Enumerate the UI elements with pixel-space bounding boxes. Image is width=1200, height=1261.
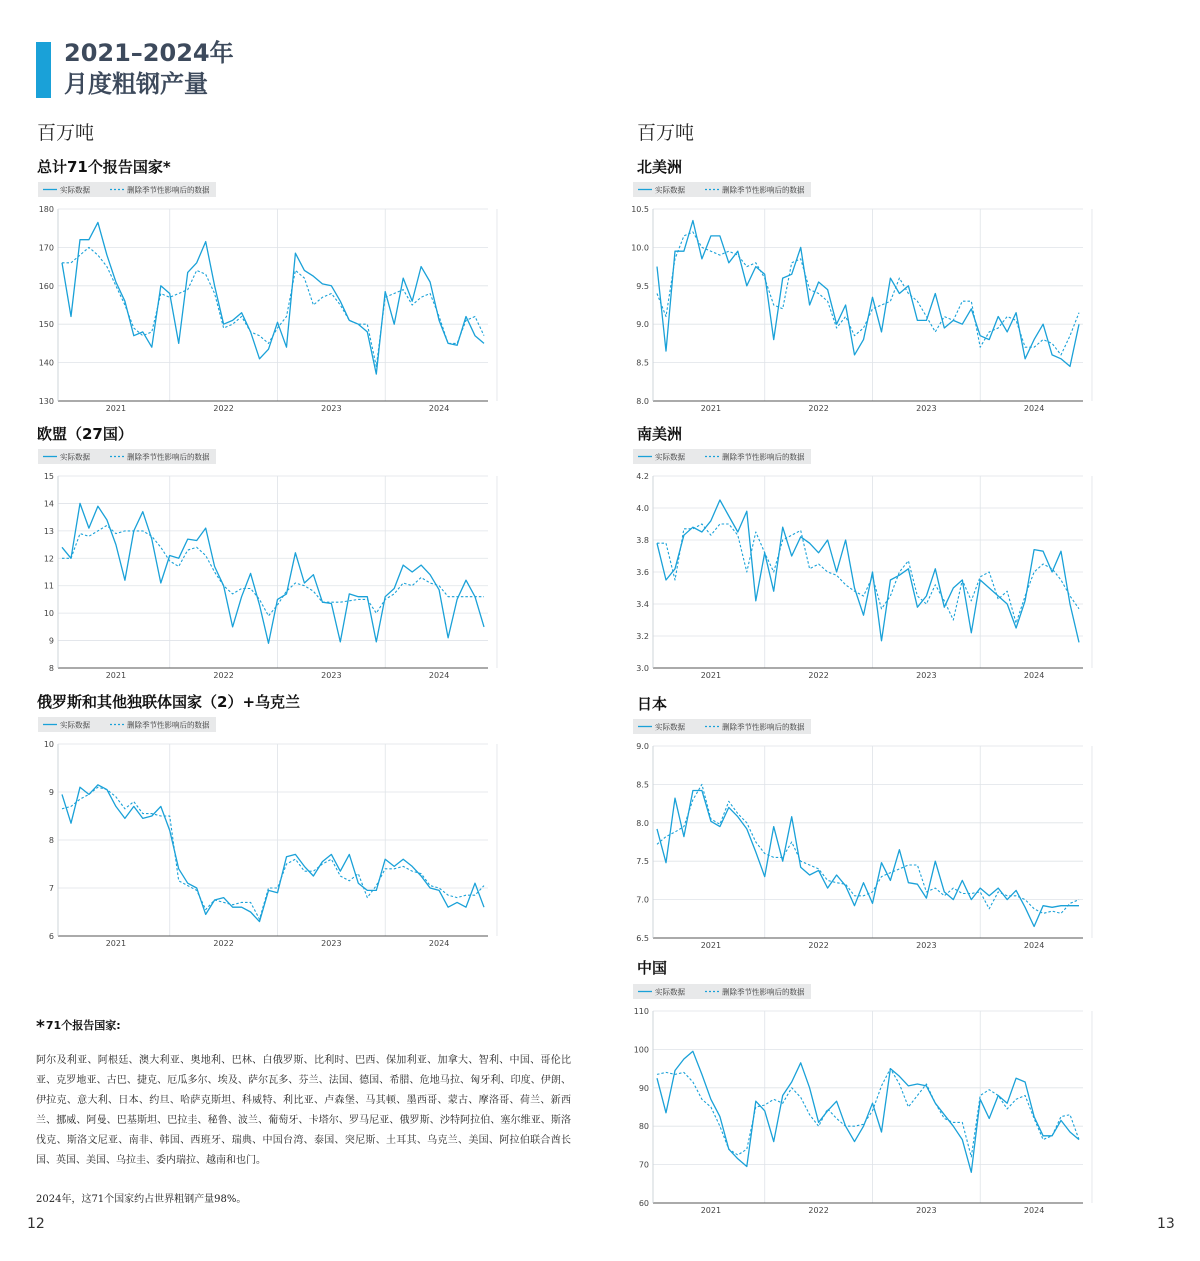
x-tick-label: 2022 bbox=[213, 404, 234, 413]
footnote-country-list: 阿尔及利亚、阿根廷、澳大利亚、奥地利、巴林、白俄罗斯、比利时、巴西、保加利亚、加拿大、智利、中国、哥伦比亚、克罗地亚、古巴、捷克、厄瓜多尔、埃及、萨尔瓦多、芬兰、法国、德国、希腊、危地马拉、匈牙利、印度、伊朗、伊拉克、意大利、日本、约旦、哈萨克斯坦、科威特、利比亚、卢森堡、马其顿、墨西哥、蒙古、摩洛哥、荷兰、新西兰、挪威、阿曼、巴基斯坦、巴拉圭、秘鲁、波兰、葡萄牙、卡塔尔、罗马尼亚、俄罗斯、沙特阿拉伯、塞尔维亚、斯洛伐克、斯洛文尼亚、南非、韩国、西班牙、瑞典、中国台湾、泰国、突尼斯、土耳其、乌克兰、美国、阿拉伯联合酋长国、英国、美国、乌拉圭、委内瑞拉、越南和也门。 bbox=[36, 1055, 571, 1166]
legend-label-actual: 实际数据 bbox=[655, 185, 685, 195]
chart-title-japan: 日本 bbox=[637, 695, 668, 713]
x-tick-label: 2024 bbox=[1023, 1206, 1045, 1215]
x-tick-label: 2022 bbox=[808, 404, 829, 413]
y-tick-label: 6.5 bbox=[636, 934, 649, 943]
series-line-actual bbox=[657, 791, 1079, 927]
y-tick-label: 3.6 bbox=[636, 568, 649, 577]
x-tick-label: 2022 bbox=[808, 1206, 829, 1215]
y-tick-label: 80 bbox=[638, 1122, 649, 1132]
chart-china bbox=[625, 980, 1095, 1220]
chart-north-america bbox=[625, 178, 1095, 418]
x-tick-label: 2021 bbox=[700, 671, 722, 680]
legend bbox=[633, 984, 811, 999]
x-tick-label: 2022 bbox=[213, 939, 234, 948]
y-tick-label: 4.0 bbox=[636, 504, 649, 513]
y-tick-label: 170 bbox=[38, 243, 54, 253]
legend-label-seasonal: 删除季节性影响后的数据 bbox=[127, 720, 210, 730]
legend bbox=[633, 719, 811, 734]
legend-label-actual: 实际数据 bbox=[60, 452, 90, 462]
series-line-actual bbox=[657, 1051, 1079, 1172]
legend-label-seasonal: 删除季节性影响后的数据 bbox=[127, 185, 210, 195]
chart-title-north-america: 北美洲 bbox=[637, 158, 683, 176]
legend-label-actual: 实际数据 bbox=[60, 720, 90, 730]
unit-label-left: 百万吨 bbox=[37, 122, 95, 144]
x-tick-label: 2021 bbox=[105, 404, 127, 413]
legend-label-actual: 实际数据 bbox=[60, 185, 90, 195]
y-tick-label: 9.5 bbox=[636, 281, 649, 291]
chart-japan bbox=[625, 715, 1095, 955]
x-tick-label: 2024 bbox=[428, 939, 450, 948]
y-tick-label: 9 bbox=[48, 636, 54, 646]
y-tick-label: 3.4 bbox=[636, 600, 649, 609]
footnote-heading bbox=[36, 1017, 571, 1037]
y-tick-label: 13 bbox=[43, 526, 54, 536]
x-tick-label: 2023 bbox=[321, 671, 342, 680]
y-tick-label: 7.5 bbox=[636, 857, 649, 867]
x-tick-label: 2021 bbox=[700, 941, 722, 950]
x-tick-label: 2022 bbox=[808, 941, 829, 950]
page-title-line1: 2021–2024年 bbox=[64, 39, 234, 67]
legend-label-seasonal: 删除季节性影响后的数据 bbox=[127, 452, 210, 462]
x-tick-label: 2024 bbox=[1023, 671, 1045, 680]
x-tick-label: 2023 bbox=[916, 404, 937, 413]
legend-label-actual: 实际数据 bbox=[655, 987, 685, 997]
y-tick-label: 10.5 bbox=[631, 205, 649, 214]
y-tick-label: 11 bbox=[43, 581, 54, 591]
chart-eu bbox=[30, 445, 500, 685]
x-tick-label: 2021 bbox=[105, 671, 127, 680]
series-line-seasonal bbox=[657, 524, 1079, 623]
legend bbox=[38, 449, 216, 464]
x-tick-label: 2023 bbox=[916, 671, 937, 680]
legend-label-actual: 实际数据 bbox=[655, 722, 685, 732]
y-tick-label: 6 bbox=[48, 932, 54, 941]
y-tick-label: 160 bbox=[38, 281, 54, 291]
legend-label-actual: 实际数据 bbox=[655, 452, 685, 462]
y-tick-label: 150 bbox=[38, 320, 54, 330]
y-tick-label: 8.5 bbox=[636, 358, 649, 368]
series-line-actual bbox=[657, 221, 1079, 367]
chart-title-china: 中国 bbox=[637, 959, 668, 977]
y-tick-label: 100 bbox=[633, 1045, 649, 1055]
y-tick-label: 3.2 bbox=[636, 632, 649, 641]
y-tick-label: 3.8 bbox=[636, 536, 649, 545]
series-line-seasonal bbox=[62, 247, 484, 366]
y-tick-label: 4.2 bbox=[636, 472, 649, 481]
x-tick-label: 2021 bbox=[700, 404, 722, 413]
y-tick-label: 8.0 bbox=[636, 818, 649, 828]
x-tick-label: 2022 bbox=[213, 671, 234, 680]
y-tick-label: 8.0 bbox=[636, 397, 649, 406]
y-tick-label: 60 bbox=[638, 1199, 649, 1208]
x-tick-label: 2023 bbox=[321, 939, 342, 948]
page-number-left: 12 bbox=[27, 1216, 45, 1232]
legend-label-seasonal: 删除季节性影响后的数据 bbox=[722, 987, 805, 997]
chart-cis bbox=[30, 713, 500, 953]
x-tick-label: 2024 bbox=[428, 671, 450, 680]
series-line-seasonal bbox=[657, 232, 1079, 355]
legend bbox=[633, 182, 811, 197]
x-tick-label: 2021 bbox=[700, 1206, 722, 1215]
footnote bbox=[36, 1017, 571, 1205]
chart-south-america bbox=[625, 445, 1095, 685]
chart-title-cis: 俄罗斯和其他独联体国家（2）+乌克兰 bbox=[37, 693, 301, 711]
legend bbox=[38, 717, 216, 732]
series-line-seasonal bbox=[62, 787, 484, 919]
x-tick-label: 2022 bbox=[808, 671, 829, 680]
legend bbox=[633, 449, 811, 464]
series-line-seasonal bbox=[657, 1069, 1079, 1157]
y-tick-label: 140 bbox=[38, 358, 54, 368]
x-tick-label: 2023 bbox=[321, 404, 342, 413]
page-number-right: 13 bbox=[1157, 1216, 1175, 1232]
y-tick-label: 10.0 bbox=[631, 243, 649, 253]
series-line-seasonal bbox=[62, 525, 484, 616]
x-tick-label: 2023 bbox=[916, 1206, 937, 1215]
series-line-seasonal bbox=[657, 784, 1079, 913]
legend-label-seasonal: 删除季节性影响后的数据 bbox=[722, 722, 805, 732]
y-tick-label: 90 bbox=[638, 1083, 649, 1093]
y-tick-label: 9.0 bbox=[636, 320, 649, 330]
y-tick-label: 3.0 bbox=[636, 664, 649, 673]
y-tick-label: 10 bbox=[43, 609, 54, 619]
y-tick-label: 110 bbox=[633, 1007, 649, 1016]
series-line-actual bbox=[62, 785, 484, 922]
unit-label-right: 百万吨 bbox=[637, 122, 695, 144]
legend bbox=[38, 182, 216, 197]
footnote-share-note: 2024年，这71个国家约占世界粗钢产量98%。 bbox=[36, 1194, 247, 1205]
y-tick-label: 8.5 bbox=[636, 780, 649, 790]
x-tick-label: 2024 bbox=[1023, 404, 1045, 413]
y-tick-label: 15 bbox=[43, 472, 54, 481]
y-tick-label: 8 bbox=[48, 836, 54, 845]
y-tick-label: 7.0 bbox=[636, 895, 649, 905]
x-tick-label: 2024 bbox=[1023, 941, 1045, 950]
chart-title-total: 总计71个报告国家* bbox=[37, 158, 171, 176]
chart-title-south-america: 南美洲 bbox=[637, 425, 683, 443]
title-accent-bar bbox=[36, 42, 51, 98]
legend-label-seasonal: 删除季节性影响后的数据 bbox=[722, 185, 805, 195]
x-tick-label: 2024 bbox=[428, 404, 450, 413]
y-tick-label: 70 bbox=[638, 1160, 649, 1170]
y-tick-label: 14 bbox=[43, 499, 54, 509]
y-tick-label: 7 bbox=[48, 884, 54, 893]
series-line-actual bbox=[62, 503, 484, 643]
y-tick-label: 130 bbox=[38, 397, 54, 406]
y-tick-label: 9 bbox=[48, 788, 54, 797]
footnote-star: * bbox=[36, 1017, 45, 1037]
x-tick-label: 2023 bbox=[916, 941, 937, 950]
y-tick-label: 12 bbox=[43, 554, 54, 564]
page-title-line2: 月度粗钢产量 bbox=[64, 70, 208, 98]
chart-title-eu: 欧盟（27国） bbox=[37, 425, 133, 443]
y-tick-label: 180 bbox=[38, 205, 54, 214]
chart-total bbox=[30, 178, 500, 418]
footnote-heading-text: 71个报告国家: bbox=[45, 1019, 121, 1032]
page-title bbox=[64, 38, 234, 100]
legend-label-seasonal: 删除季节性影响后的数据 bbox=[722, 452, 805, 462]
series-line-actual bbox=[62, 222, 484, 374]
y-tick-label: 9.0 bbox=[636, 742, 649, 751]
x-tick-label: 2021 bbox=[105, 939, 127, 948]
y-tick-label: 10 bbox=[43, 740, 54, 749]
y-tick-label: 8 bbox=[48, 664, 54, 673]
